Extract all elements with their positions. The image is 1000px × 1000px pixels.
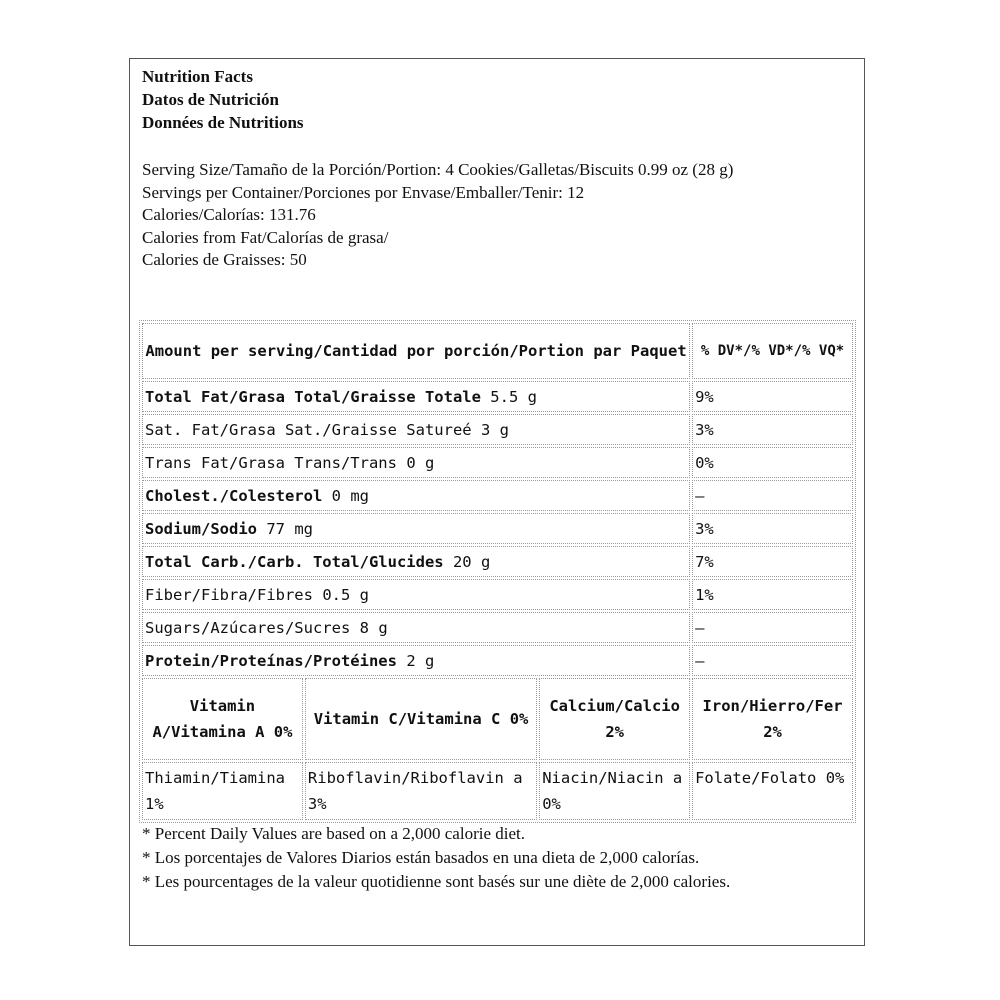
riboflavin-cell: Riboflavin/Riboflavin a 3% (305, 762, 537, 820)
nutrient-amount: 8 g (359, 618, 388, 637)
nutrition-label-panel (129, 58, 865, 946)
footnote-english: * Percent Daily Values are based on a 2,000 calorie diet. (142, 824, 525, 843)
nutrient-amount: 0 g (406, 453, 435, 472)
title-english: Nutrition Facts (142, 67, 253, 86)
nutrient-cell (142, 447, 690, 478)
niacin-cell: Niacin/Niacin a 0% (539, 762, 690, 820)
nutrient-dv: — (692, 645, 853, 676)
nutrient-label: Sat. Fat/Grasa Sat./Graisse Satureé (145, 420, 472, 439)
nutrient-cell (142, 645, 690, 676)
nutrient-label: Fiber/Fibra/Fibres (145, 585, 313, 604)
table-row (142, 546, 853, 577)
servings-per-container: Servings per Container/Porciones por Envase/Emballer/Tenir: 12 (142, 182, 585, 202)
nutrient-label: Cholest./Colesterol (145, 486, 323, 505)
nutrient-cell (142, 414, 690, 445)
footnote-french: * Les pourcentages de la valeur quotidienne sont basés sur une diète de 2,000 calories. (142, 872, 731, 891)
nutrient-amount: 20 g (452, 552, 491, 571)
iron-cell: Iron/Hierro/Fer 2% (692, 678, 853, 760)
table-row (142, 579, 853, 610)
calcium-cell: Calcium/Calcio 2% (539, 678, 690, 760)
nutrient-cell (142, 579, 690, 610)
table-row (142, 612, 853, 643)
nutrient-amount: 0.5 g (322, 585, 369, 604)
nutrient-dv: 1% (692, 579, 853, 610)
header-amount: Amount per serving/Cantidad por porción/Portion par Paquet (142, 323, 690, 379)
vitamin-a-cell: Vitamin A/Vitamina A 0% (142, 678, 303, 760)
serving-info (142, 159, 842, 272)
label-titles (142, 65, 304, 134)
nutrient-cell (142, 546, 690, 577)
nutrient-label: Sodium/Sodio (145, 519, 257, 538)
nutrient-cell (142, 513, 690, 544)
nutrient-dv: 7% (692, 546, 853, 577)
mineral-row (142, 762, 853, 820)
title-french: Données de Nutritions (142, 113, 304, 132)
nutrient-amount: 77 mg (266, 519, 313, 538)
vitamin-row (142, 678, 853, 760)
nutrient-cell (142, 480, 690, 511)
serving-size: Serving Size/Tamaño de la Porción/Portion: 4 Cookies/Galletas/Biscuits 0.99 oz (28 g) (142, 160, 734, 179)
thiamin-cell: Thiamin/Tiamina 1% (142, 762, 303, 820)
nutrient-dv: 3% (692, 513, 853, 544)
nutrient-dv: 9% (692, 381, 853, 412)
calories-from-fat-line2: Calories de Graisses: 50 (142, 250, 307, 269)
table-row (142, 645, 853, 676)
nutrient-label: Protein/Proteínas/Protéines (145, 651, 397, 670)
vitamin-c-cell: Vitamin C/Vitamina C 0% (305, 678, 537, 760)
table-header-row (142, 323, 853, 379)
daily-value-footnotes (142, 822, 852, 894)
nutrient-dv: 0% (692, 447, 853, 478)
nutrient-cell (142, 612, 690, 643)
nutrient-dv: — (692, 612, 853, 643)
nutrient-amount: 2 g (406, 651, 435, 670)
title-spanish: Datos de Nutrición (142, 90, 279, 109)
table-row (142, 513, 853, 544)
nutrient-table (139, 320, 856, 823)
footnote-spanish: * Los porcentajes de Valores Diarios están basados en una dieta de 2,000 calorías. (142, 848, 700, 867)
table-row (142, 414, 853, 445)
nutrient-label: Sugars/Azúcares/Sucres (145, 618, 351, 637)
nutrient-label: Total Fat/Grasa Total/Graisse Totale (145, 387, 481, 406)
table-row (142, 480, 853, 511)
header-daily-value: % DV*/% VD*/% VQ* (692, 323, 853, 379)
nutrient-amount: 0 mg (331, 486, 369, 505)
nutrient-label: Trans Fat/Grasa Trans/Trans (145, 453, 397, 472)
nutrient-amount: 3 g (480, 420, 509, 439)
nutrient-amount: 5.5 g (490, 387, 537, 406)
nutrient-dv: 3% (692, 414, 853, 445)
nutrient-dv: — (692, 480, 853, 511)
table-row (142, 447, 853, 478)
nutrient-label: Total Carb./Carb. Total/Glucides (145, 552, 444, 571)
folate-cell: Folate/Folato 0% (692, 762, 853, 820)
nutrient-cell (142, 381, 690, 412)
calories-from-fat-line1: Calories from Fat/Calorías de grasa/ (142, 227, 389, 247)
table-row (142, 381, 853, 412)
calories: Calories/Calorías: 131.76 (142, 205, 316, 224)
